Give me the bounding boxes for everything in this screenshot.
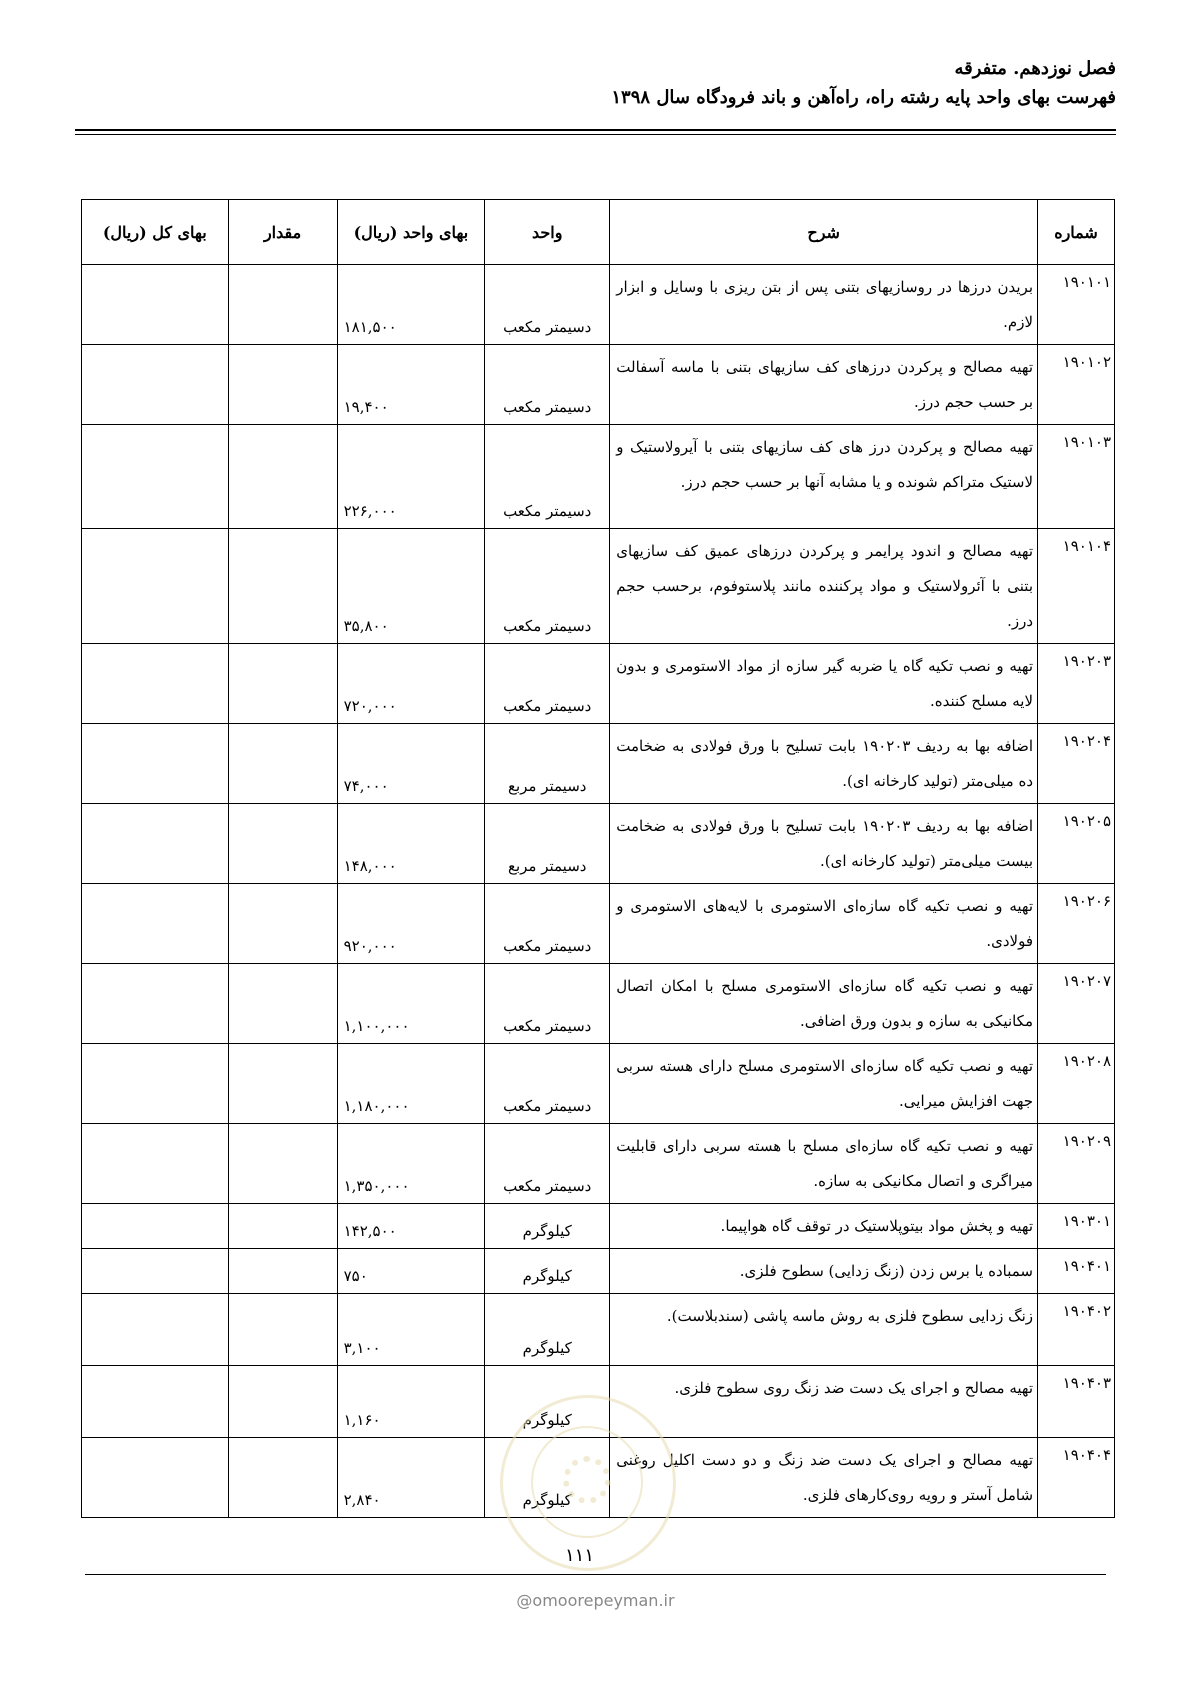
item-number: ۱۹۰۴۰۴ bbox=[1038, 1438, 1115, 1518]
item-unit-price: ۲۲۶,۰۰۰ bbox=[337, 425, 485, 529]
column-header-total-price: بهای کل (ریال) bbox=[82, 200, 229, 265]
item-quantity bbox=[228, 724, 337, 804]
chapter-title: فصل نوزدهم. متفرقه bbox=[954, 58, 1116, 79]
item-unit: دسیمتر مکعب bbox=[485, 425, 610, 529]
item-number: ۱۹۰۱۰۴ bbox=[1038, 529, 1115, 644]
item-unit-price: ۱,۱۶۰ bbox=[337, 1366, 485, 1438]
item-total-price bbox=[82, 1124, 229, 1204]
item-description: تهیه مصالح و پرکردن درزهای کف سازیهای بتنی با ماسه آسفالت بر حسب حجم درز. bbox=[610, 345, 1038, 425]
item-total-price bbox=[82, 884, 229, 964]
footer-rule bbox=[85, 1574, 1106, 1575]
item-total-price bbox=[82, 345, 229, 425]
item-unit: کیلوگرم bbox=[485, 1438, 610, 1518]
item-total-price bbox=[82, 724, 229, 804]
item-unit: کیلوگرم bbox=[485, 1249, 610, 1294]
item-quantity bbox=[228, 1204, 337, 1249]
item-description: اضافه بها به ردیف ۱۹۰۲۰۳ بابت تسلیح با ورق فولادی به ضخامت بیست میلی‌متر (تولید کارخانه ای). bbox=[610, 804, 1038, 884]
item-unit: کیلوگرم bbox=[485, 1366, 610, 1438]
item-description: تهیه و نصب تکیه گاه سازه‌ای الاستومری مسلح با امکان اتصال مکانیکی به سازه و بدون ورق اضافی. bbox=[610, 964, 1038, 1044]
item-number: ۱۹۰۲۰۵ bbox=[1038, 804, 1115, 884]
item-quantity bbox=[228, 1366, 337, 1438]
item-unit: دسیمتر مکعب bbox=[485, 644, 610, 724]
item-quantity bbox=[228, 425, 337, 529]
table-row bbox=[82, 724, 1115, 804]
item-quantity bbox=[228, 1438, 337, 1518]
item-unit: دسیمتر مربع bbox=[485, 724, 610, 804]
column-header-unit-price: بهای واحد (ریال) bbox=[337, 200, 485, 265]
page-number: ۱۱۱ bbox=[565, 1545, 595, 1566]
item-quantity bbox=[228, 964, 337, 1044]
table-row bbox=[82, 1124, 1115, 1204]
item-unit-price: ۱,۱۰۰,۰۰۰ bbox=[337, 964, 485, 1044]
item-unit: دسیمتر مکعب bbox=[485, 1124, 610, 1204]
table-row bbox=[82, 1204, 1115, 1249]
table-row bbox=[82, 529, 1115, 644]
item-number: ۱۹۰۴۰۲ bbox=[1038, 1294, 1115, 1366]
item-description: تهیه و نصب تکیه گاه یا ضربه گیر سازه از مواد الاستومری و بدون لایه مسلح کننده. bbox=[610, 644, 1038, 724]
item-number: ۱۹۰۲۰۸ bbox=[1038, 1044, 1115, 1124]
site-handle: @omoorepeyman.ir bbox=[516, 1591, 675, 1610]
item-description: سمباده یا برس زدن (زنگ زدایی) سطوح فلزی. bbox=[610, 1249, 1038, 1294]
item-description: تهیه و نصب تکیه گاه سازه‌ای الاستومری با لایه‌های الاستومری و فولادی. bbox=[610, 884, 1038, 964]
item-unit: کیلوگرم bbox=[485, 1294, 610, 1366]
item-unit-price: ۱,۳۵۰,۰۰۰ bbox=[337, 1124, 485, 1204]
item-description: تهیه مصالح و اجرای یک دست ضد زنگ و دو دست اکلیل روغنی شامل آستر و رویه روی‌کارهای فلزی. bbox=[610, 1438, 1038, 1518]
item-unit-price: ۱۴۲,۵۰۰ bbox=[337, 1204, 485, 1249]
item-unit-price: ۷۵۰ bbox=[337, 1249, 485, 1294]
item-quantity bbox=[228, 345, 337, 425]
item-unit: دسیمتر مکعب bbox=[485, 529, 610, 644]
item-number: ۱۹۰۳۰۱ bbox=[1038, 1204, 1115, 1249]
header-rule-thin bbox=[75, 134, 1116, 135]
item-number: ۱۹۰۲۰۹ bbox=[1038, 1124, 1115, 1204]
table-row bbox=[82, 884, 1115, 964]
item-unit: کیلوگرم bbox=[485, 1204, 610, 1249]
item-total-price bbox=[82, 1294, 229, 1366]
item-total-price bbox=[82, 804, 229, 884]
item-total-price bbox=[82, 1204, 229, 1249]
item-number: ۱۹۰۲۰۳ bbox=[1038, 644, 1115, 724]
item-unit: دسیمتر مکعب bbox=[485, 884, 610, 964]
price-list-table bbox=[81, 199, 1115, 1518]
item-description: زنگ زدایی سطوح فلزی به روش ماسه پاشی (سندبلاست). bbox=[610, 1294, 1038, 1366]
table-row bbox=[82, 964, 1115, 1044]
table-row bbox=[82, 1294, 1115, 1366]
item-number: ۱۹۰۲۰۴ bbox=[1038, 724, 1115, 804]
table-row bbox=[82, 265, 1115, 345]
page-header bbox=[75, 55, 1116, 113]
item-total-price bbox=[82, 644, 229, 724]
item-description: تهیه مصالح و اجرای یک دست ضد زنگ روی سطوح فلزی. bbox=[610, 1366, 1038, 1438]
column-header-quantity: مقدار bbox=[228, 200, 337, 265]
item-quantity bbox=[228, 1249, 337, 1294]
item-total-price bbox=[82, 529, 229, 644]
item-description: تهیه و نصب تکیه گاه سازه‌ای مسلح با هسته سربی دارای قابلیت میراگری و اتصال مکانیکی به سازه. bbox=[610, 1124, 1038, 1204]
header-rule-thick bbox=[75, 129, 1116, 131]
item-description: تهیه و نصب تکیه گاه سازه‌ای الاستومری مسلح دارای هسته سربی جهت افزایش میرایی. bbox=[610, 1044, 1038, 1124]
item-unit-price: ۳,۱۰۰ bbox=[337, 1294, 485, 1366]
item-total-price bbox=[82, 1249, 229, 1294]
item-unit: دسیمتر مکعب bbox=[485, 265, 610, 345]
item-quantity bbox=[228, 1124, 337, 1204]
item-description: تهیه مصالح و اندود پرایمر و پرکردن درزهای عمیق کف سازیهای بتنی با آئرولاستیک و مواد پرکننده مانند پلاستوفوم، برحسب حجم درز. bbox=[610, 529, 1038, 644]
item-quantity bbox=[228, 529, 337, 644]
document-subtitle: فهرست بهای واحد پایه رشته راه، راه‌آهن و باند فرودگاه سال ۱۳۹۸ bbox=[611, 87, 1116, 108]
table-header-row bbox=[82, 200, 1115, 265]
table-row bbox=[82, 425, 1115, 529]
item-description: تهیه مصالح و پرکردن درز های کف سازیهای بتنی با آیرولاستیک و لاستیک متراکم شونده و یا مشابه آنها بر حسب حجم درز. bbox=[610, 425, 1038, 529]
item-total-price bbox=[82, 964, 229, 1044]
item-number: ۱۹۰۴۰۳ bbox=[1038, 1366, 1115, 1438]
item-total-price bbox=[82, 1044, 229, 1124]
table-row bbox=[82, 345, 1115, 425]
item-unit-price: ۱,۱۸۰,۰۰۰ bbox=[337, 1044, 485, 1124]
item-number: ۱۹۰۴۰۱ bbox=[1038, 1249, 1115, 1294]
item-quantity bbox=[228, 265, 337, 345]
item-unit: دسیمتر مربع bbox=[485, 804, 610, 884]
column-header-number: شماره bbox=[1038, 200, 1115, 265]
table-row bbox=[82, 804, 1115, 884]
item-unit-price: ۷۲۰,۰۰۰ bbox=[337, 644, 485, 724]
table-row bbox=[82, 1044, 1115, 1124]
item-total-price bbox=[82, 425, 229, 529]
item-description: بریدن درزها در روسازیهای بتنی پس از بتن ریزی با وسایل و ابزار لازم. bbox=[610, 265, 1038, 345]
item-quantity bbox=[228, 1294, 337, 1366]
item-number: ۱۹۰۲۰۶ bbox=[1038, 884, 1115, 964]
item-unit: دسیمتر مکعب bbox=[485, 1044, 610, 1124]
table-row bbox=[82, 644, 1115, 724]
item-unit-price: ۱۸۱,۵۰۰ bbox=[337, 265, 485, 345]
item-unit: دسیمتر مکعب bbox=[485, 964, 610, 1044]
item-unit-price: ۳۵,۸۰۰ bbox=[337, 529, 485, 644]
item-number: ۱۹۰۲۰۷ bbox=[1038, 964, 1115, 1044]
item-unit: دسیمتر مکعب bbox=[485, 345, 610, 425]
column-header-description: شرح bbox=[610, 200, 1038, 265]
item-unit-price: ۱۴۸,۰۰۰ bbox=[337, 804, 485, 884]
table-row bbox=[82, 1249, 1115, 1294]
item-total-price bbox=[82, 265, 229, 345]
item-unit-price: ۹۲۰,۰۰۰ bbox=[337, 884, 485, 964]
item-number: ۱۹۰۱۰۲ bbox=[1038, 345, 1115, 425]
item-quantity bbox=[228, 644, 337, 724]
item-description: اضافه بها به ردیف ۱۹۰۲۰۳ بابت تسلیح با ورق فولادی به ضخامت ده میلی‌متر (تولید کارخانه ای). bbox=[610, 724, 1038, 804]
item-description: تهیه و پخش مواد بیتوپلاستیک در توقف گاه هواپیما. bbox=[610, 1204, 1038, 1249]
item-unit-price: ۱۹,۴۰۰ bbox=[337, 345, 485, 425]
item-quantity bbox=[228, 884, 337, 964]
item-unit-price: ۷۴,۰۰۰ bbox=[337, 724, 485, 804]
item-total-price bbox=[82, 1366, 229, 1438]
item-quantity bbox=[228, 1044, 337, 1124]
item-number: ۱۹۰۱۰۳ bbox=[1038, 425, 1115, 529]
item-unit-price: ۲,۸۴۰ bbox=[337, 1438, 485, 1518]
column-header-unit: واحد bbox=[485, 200, 610, 265]
item-total-price bbox=[82, 1438, 229, 1518]
item-number: ۱۹۰۱۰۱ bbox=[1038, 265, 1115, 345]
item-quantity bbox=[228, 804, 337, 884]
